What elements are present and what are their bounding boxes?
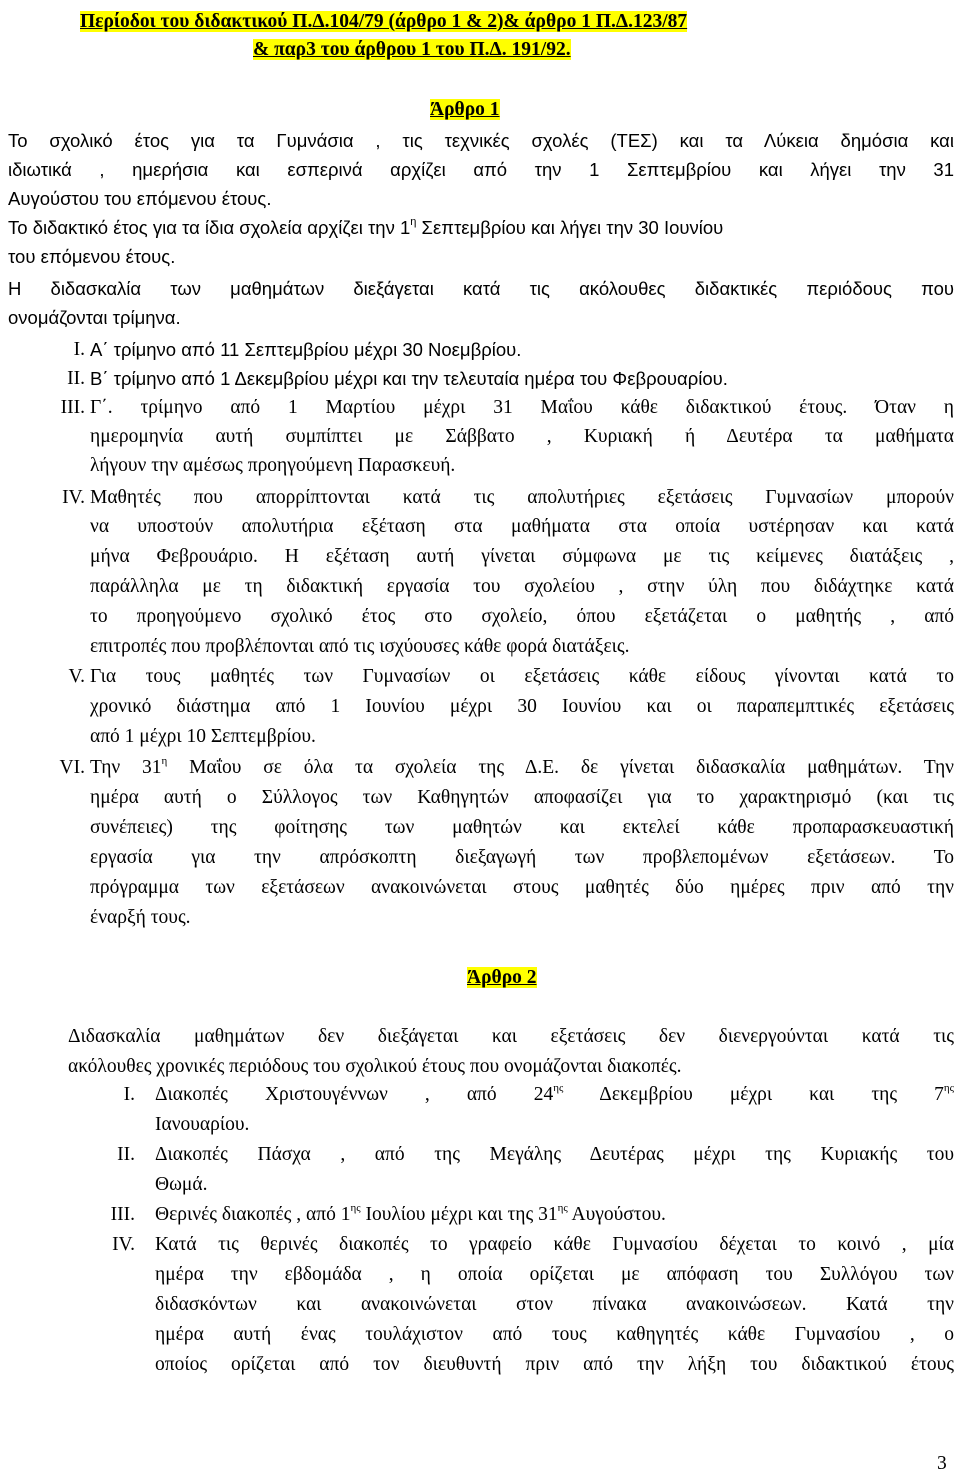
article2-heading: Άρθρο 2: [467, 967, 537, 988]
item-text: Θωμά.: [155, 1174, 208, 1195]
item-text: έναρξή τους.: [90, 907, 191, 928]
item-text: ημέρα αυτή ο Σύλλογος των Καθηγητών αποφασίζει για το χαρακτηρισμό (και τις: [90, 787, 954, 808]
item-numeral: II.: [67, 368, 85, 389]
item-numeral: I.: [123, 1084, 135, 1105]
item-text: οποίος ορίζεται από τον διευθυντή πριν από την λήξη του διδακτικού έτους: [155, 1354, 954, 1375]
item-text: ημέρα την εβδομάδα , η οποία ορίζεται με απόφαση του Συλλόγου των: [155, 1264, 954, 1285]
item-text: ημερομηνία αυτή συμπίπτει με Σάββατο , Κυριακή ή Δευτέρα τα μαθήματα: [90, 426, 954, 447]
item-text: Β΄ τρίμηνο από 1 Δεκεμβρίου μέχρι και την τελευταία ημέρα του Φεβρουαρίου.: [90, 368, 728, 389]
item-text: Μαθητές που απορρίπτονται κατά τις απολυτήριες εξετάσεις Γυμνασίων μπορούν: [90, 487, 954, 508]
item-numeral: III.: [110, 1204, 135, 1225]
item-numeral: III.: [60, 397, 85, 418]
item-text: Διακοπές Χριστουγέννων , από $24^{\eta\varsigma}$ Δεκεμβρίου μέχρι και της $7^{\eta\varsigma}$: [155, 1082, 954, 1105]
item-text: ημέρα αυτή ένας τουλάχιστον από τους καθηγητές κάθε Γυμνασίου , ο: [155, 1324, 954, 1345]
article1-para1-line3: Αυγούστου του επόμενου έτους.: [8, 188, 272, 209]
item-text: Γ΄. τρίμηνο από 1 Μαρτίου μέχρι 31 Μαΐου κάθε διδακτικού έτους. Όταν η: [90, 397, 954, 418]
item-numeral: V.: [68, 666, 85, 687]
article1-para3-line2: ονομάζονται τρίμηνα.: [8, 307, 181, 328]
item-numeral: II.: [117, 1144, 135, 1165]
item-text: μήνα Φεβρουάριο. Η εξέταση αυτή γίνεται σύμφωνα με τις κείμενες διατάξεις ,: [90, 546, 954, 567]
item-text: από 1 μέχρι 10 Σεπτεμβρίου.: [90, 726, 316, 747]
item-text: πρόγραμμα των εξετάσεων ανακοινώνεται στους μαθητές δύο ημέρες πριν από την: [90, 877, 954, 898]
item-text: το προηγούμενο σχολικό έτος στο σχολείο, όπου εξετάζεται ο μαθητής , από: [90, 606, 954, 627]
article1-para1-line1: Το σχολικό έτος για τα Γυμνάσια , τις τεχνικές σχολές (ΤΕΣ) και τα Λύκεια δημόσια και: [8, 130, 954, 151]
article1-para2-line2: του επόμενου έτους.: [8, 246, 176, 267]
item-numeral: VI.: [59, 757, 85, 778]
page-title-line1: Περίοδοι του διδακτικού Π.Δ.104/79 (άρθρο 1 & 2)& άρθρο 1 Π.Δ.123/87: [80, 11, 688, 32]
item-text: λήγουν την αμέσως προηγούμενη Παρασκευή.: [90, 455, 456, 476]
page-number: 3: [937, 1453, 947, 1474]
item-text: να υποστούν απολυτήρια εξέταση στα μαθήματα στα οποία υστέρησαν και κατά: [90, 516, 954, 537]
item-text: Κατά τις θερινές διακοπές το γραφείο κάθε Γυμνασίου δέχεται το κοινό , μία: [155, 1234, 954, 1255]
item-numeral: IV.: [62, 487, 85, 508]
item-text: συνέπειες) της φοίτησης των μαθητών και εκτελεί κάθε προπαρασκευαστική: [90, 817, 954, 838]
article1-para2-line1: Το διδακτικό έτος για τα ίδια σχολεία αρχίζει την $1^\eta$ Σεπτεμβρίου και λήγει την 30 Ιουνίου: [8, 216, 724, 238]
item-text: Την $31^\eta$ Μαΐου σε όλα τα σχολεία της Δ.Ε. δε γίνεται διδασκαλία μαθημάτων. Την: [90, 755, 954, 778]
article1-para1-line2: ιδιωτικά , ημερήσια και εσπερινά αρχίζει από την 1 Σεπτεμβρίου και λήγει την 31: [8, 159, 954, 180]
item-numeral: IV.: [112, 1234, 135, 1255]
article2-intro-line1: Διδασκαλία μαθημάτων δεν διεξάγεται και εξετάσεις δεν διενεργούνται κατά τις: [68, 1026, 954, 1047]
page-title-line2: & παρ3 του άρθρου 1 του Π.Δ. 191/92.: [253, 39, 571, 60]
item-text: επιτροπές που προβλέπονται από τις ισχύουσες κάθε φορά διατάξεις.: [90, 636, 630, 657]
item-text: παράλληλα με τη διδακτική εργασία του σχολείου , στην ύλη που διδάχτηκε κατά: [90, 576, 954, 597]
item-text: εργασία για την απρόσκοπτη διεξαγωγή των προβλεπομένων εξετάσεων. Το: [90, 847, 954, 868]
item-numeral: I.: [73, 339, 85, 360]
article1-heading: Άρθρο 1: [430, 99, 500, 120]
item-text: διδασκόντων και ανακοινώνεται στον πίνακα ανακοινώσεων. Κατά την: [155, 1294, 954, 1315]
item-text: Ιανουαρίου.: [155, 1114, 250, 1135]
article2-intro-line2: ακόλουθες χρονικές περιόδους του σχολικού έτους που ονομάζονται διακοπές.: [68, 1056, 682, 1077]
item-text: Για τους μαθητές των Γυμνασίων οι εξετάσεις κάθε είδους γίνονται κατά το: [90, 666, 954, 687]
item-text: χρονικό διάστημα από 1 Ιουνίου μέχρι 30 Ιουνίου και οι παραπεμπτικές εξετάσεις: [90, 696, 954, 717]
article1-para3-line1: Η διδασκαλία των μαθημάτων διεξάγεται κατά τις ακόλουθες διδακτικές περιόδους που: [8, 278, 954, 299]
item-text: Θερινές διακοπές , από $1^{\eta\varsigma}$ Ιουλίου μέχρι και της $31^{\eta\varsigma}$ Αυγούστου.: [155, 1202, 666, 1225]
item-text: Α΄ τρίμηνο από 11 Σεπτεμβρίου μέχρι 30 Νοεμβρίου.: [90, 339, 522, 360]
item-text: Διακοπές Πάσχα , από της Μεγάλης Δευτέρας μέχρι της Κυριακής του: [155, 1144, 954, 1165]
